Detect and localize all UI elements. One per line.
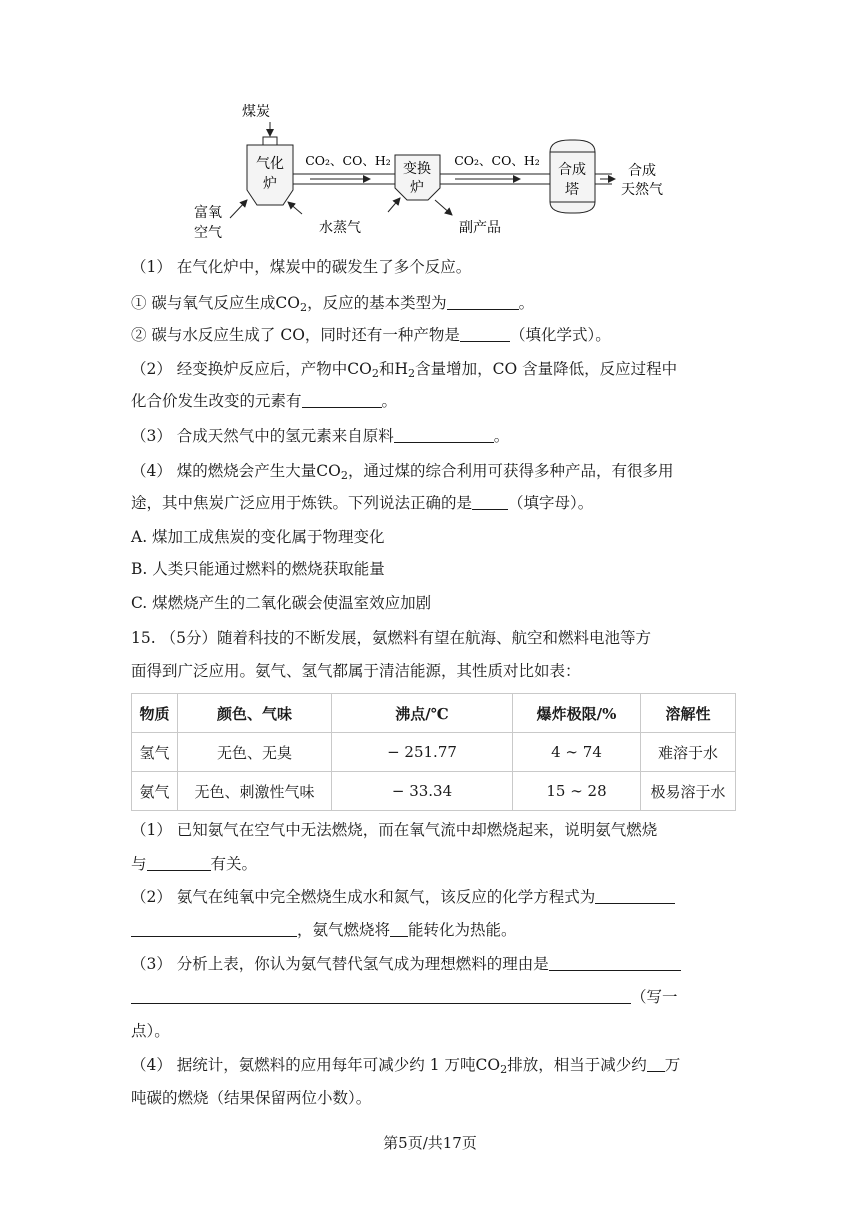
table-cell: − 33.34 [332, 772, 513, 811]
table-cell: 氢气 [132, 733, 178, 772]
q15-part4: （4） 据统计，氨燃料的应用每年可减少约 1 万吨$CO_2$排放，相当于减少约 万 [131, 1056, 681, 1076]
q15-intro-line2: 面得到广泛应用。氨气、氢气都属于清洁能源，其性质对比如表： [131, 662, 581, 680]
q15-part1-line2: 与 有关。 [131, 855, 258, 873]
table-cell: 无色、无臭 [178, 733, 332, 772]
q14-part3: （3） 合成天然气中的氢元素来自原料 。 [131, 427, 510, 445]
shift-label-1: 变换 [403, 161, 431, 177]
table-header: 物质 [132, 694, 178, 733]
table-header-row [132, 694, 736, 733]
synth-label-1: 合成 [558, 162, 586, 178]
answer-blank[interactable] [447, 293, 519, 310]
table-header: 颜色、气味 [178, 694, 332, 733]
answer-blank[interactable] [460, 325, 510, 342]
answer-blank[interactable] [302, 391, 382, 408]
table-cell: 难溶于水 [641, 733, 736, 772]
q15-part1: （1） 已知氨气在空气中无法燃烧，而在氧气流中却燃烧起来，说明氨气燃烧 [131, 821, 658, 839]
table-header: 溶解性 [641, 694, 736, 733]
table-cell: 无色、刺激性气味 [178, 772, 332, 811]
synthesis-tower [550, 140, 595, 213]
shift-label-2: 炉 [410, 180, 424, 196]
properties-table [131, 693, 736, 811]
answer-blank[interactable] [394, 426, 494, 443]
table-header: 爆炸极限/% [513, 694, 641, 733]
answer-blank[interactable] [147, 854, 211, 871]
steam-label: 水蒸气 [319, 220, 361, 236]
process-flow-diagram [190, 100, 670, 250]
output-label-1: 合成 [628, 163, 656, 179]
gasifier [247, 137, 293, 205]
table-cell: 4 ∼ 74 [513, 733, 641, 772]
q14-part1: （1） 在气化炉中，煤炭中的碳发生了多个反应。 [131, 258, 472, 276]
arrow1-label: CO₂、CO、H₂ [305, 153, 391, 168]
q14-part1b: ② 碳与水反应生成了 CO，同时还有一种产物是 （填化学式）。 [131, 326, 611, 344]
page-footer: 第5页/共17页 [383, 1134, 477, 1152]
q14-part4-line2: 途，其中焦炭广泛应用于炼铁。下列说法正确的是 （填字母）。 [131, 494, 594, 512]
q15-part2-line2: ，氨气燃烧将 能转化为热能。 [131, 919, 517, 941]
table-cell: − 251.77 [332, 733, 513, 772]
q15-part3-line2: （写一 [131, 986, 678, 1008]
q15-part3: （3） 分析上表，你认为氨气替代氢气成为理想燃料的理由是 [131, 953, 681, 975]
option-a: A. 煤加工成焦炭的变化属于物理变化 [131, 528, 385, 546]
table-header: 沸点/℃ [332, 694, 513, 733]
q14-part4: （4） 煤的燃烧会产生大量$CO_2$，通过煤的综合利用可获得多种产品，有很多用 [131, 462, 674, 482]
oxygen-label-2: 空气 [194, 225, 222, 241]
table-cell: 氨气 [132, 772, 178, 811]
answer-blank[interactable] [390, 920, 408, 937]
answer-blank[interactable] [647, 1055, 665, 1072]
answer-blank[interactable] [131, 920, 297, 937]
shift-furnace [395, 155, 440, 200]
table-cell: 15 ∼ 28 [513, 772, 641, 811]
table-row [132, 733, 736, 772]
oxygen-label-1: 富氧 [194, 205, 222, 221]
synth-label-2: 塔 [565, 182, 579, 198]
table-row [132, 772, 736, 811]
q15-part4-line2: 吨碳的燃烧（结果保留两位小数）。 [131, 1089, 372, 1107]
coal-label: 煤炭 [242, 104, 270, 120]
answer-blank[interactable] [472, 493, 508, 510]
option-b: B. 人类只能通过燃料的燃烧获取能量 [131, 560, 385, 578]
q15-intro-line1: 15. （5分）随着科技的不断发展，氨燃料有望在航海、航空和燃料电池等方 [131, 629, 651, 647]
table-cell: 极易溶于水 [641, 772, 736, 811]
answer-blank[interactable] [131, 987, 631, 1004]
arrow2-label: CO₂、CO、H₂ [454, 153, 540, 168]
q14-part2: （2） 经变换炉反应后，产物中$CO_2$和$H_2$含量增加，CO 含量降低，反应过程中 [131, 360, 678, 380]
q14-part2-line2: 化合价发生改变的元素有 。 [131, 392, 398, 410]
byproduct-label: 副产品 [459, 220, 501, 236]
gasifier-label-1: 气化 [256, 156, 284, 172]
q15-part3-line3: 点）。 [131, 1022, 170, 1040]
option-c: C. 煤燃烧产生的二氧化碳会使温室效应加剧 [131, 594, 432, 612]
answer-blank[interactable] [595, 887, 675, 904]
q14-part1a: ① 碳与氧气反应生成$CO_2$，反应的基本类型为 。 [131, 294, 535, 314]
gasifier-label-2: 炉 [263, 176, 277, 192]
q15-part2: （2） 氨气在纯氧中完全燃烧生成水和氮气，该反应的化学方程式为 [131, 886, 675, 908]
answer-blank[interactable] [549, 954, 681, 971]
output-label-2: 天然气 [621, 182, 663, 198]
